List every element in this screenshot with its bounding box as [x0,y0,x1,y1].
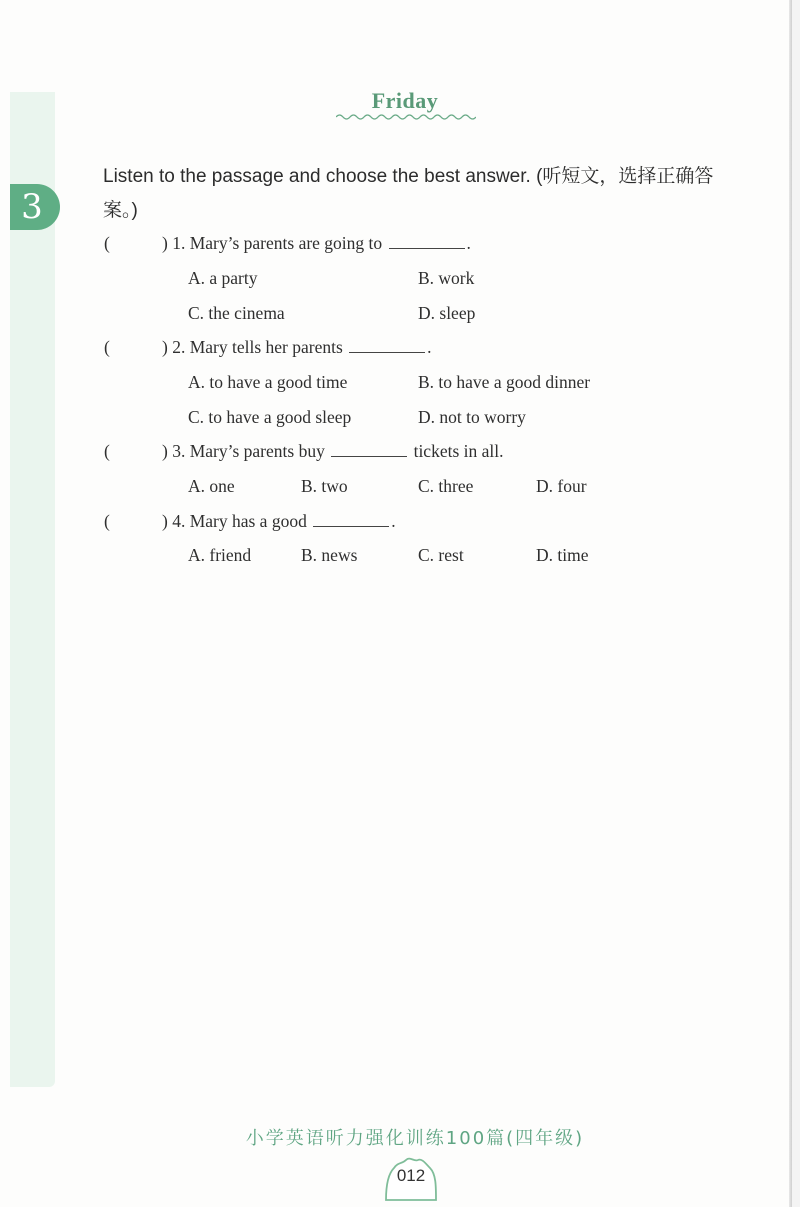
title-wave-underline [336,112,476,122]
page-fold-shadow [789,0,792,1207]
answer-blank[interactable] [313,510,389,527]
question-3 [104,439,504,463]
answer-blank[interactable] [349,336,425,353]
option-a[interactable]: A. friend [188,545,252,565]
question-end: tickets in all. [413,441,504,461]
answer-blank[interactable] [389,232,465,249]
answer-paren-close: ) [162,233,168,253]
option-d[interactable]: D. time [536,545,589,565]
page-number: 012 [396,1166,426,1185]
option-d[interactable]: D. not to worry [418,407,526,427]
answer-paren-open[interactable]: ( [104,511,110,531]
option-b[interactable]: B. to have a good dinner [418,372,591,392]
question-2 [104,335,432,359]
option-a[interactable]: A. to have a good time [188,372,348,392]
option-b[interactable]: B. work [418,268,475,288]
option-d[interactable]: D. four [536,476,587,496]
question-end: . [466,233,471,253]
answer-paren-open[interactable]: ( [104,233,110,253]
question-1 [104,231,471,255]
option-c[interactable]: C. to have a good sleep [188,407,352,427]
question-text: 3. Mary’s parents buy [172,441,325,461]
option-c[interactable]: C. the cinema [188,303,285,323]
option-c[interactable]: C. rest [418,545,464,565]
question-end: . [427,337,432,357]
option-a[interactable]: A. a party [188,268,258,288]
question-text: 1. Mary’s parents are going to [172,233,383,253]
unit-tab-active [10,184,60,230]
answer-paren-close: ) [162,441,168,461]
answer-paren-close: ) [162,337,168,357]
page-edge [792,0,800,1207]
book-title: 小学英语听力强化训练100篇(四年级) [245,1128,585,1149]
question-4 [104,509,396,533]
unit-tab-number: 3 [21,187,43,227]
exercise-instructions: Listen to the passage and choose the best answer. (听短文，选择正确答案。) [103,166,714,221]
question-end: . [391,511,396,531]
answer-paren-open[interactable]: ( [104,337,110,357]
answer-paren-close: ) [162,511,168,531]
option-b[interactable]: B. two [301,476,348,496]
answer-blank[interactable] [331,440,407,457]
thumb-index-strip [10,92,55,1087]
option-d[interactable]: D. sleep [418,303,476,323]
question-text: 4. Mary has a good [172,511,307,531]
page-title: Friday [371,88,439,113]
question-text: 2. Mary tells her parents [172,337,343,357]
option-c[interactable]: C. three [418,476,474,496]
option-a[interactable]: A. one [188,476,235,496]
option-b[interactable]: B. news [301,545,358,565]
answer-paren-open[interactable]: ( [104,441,110,461]
